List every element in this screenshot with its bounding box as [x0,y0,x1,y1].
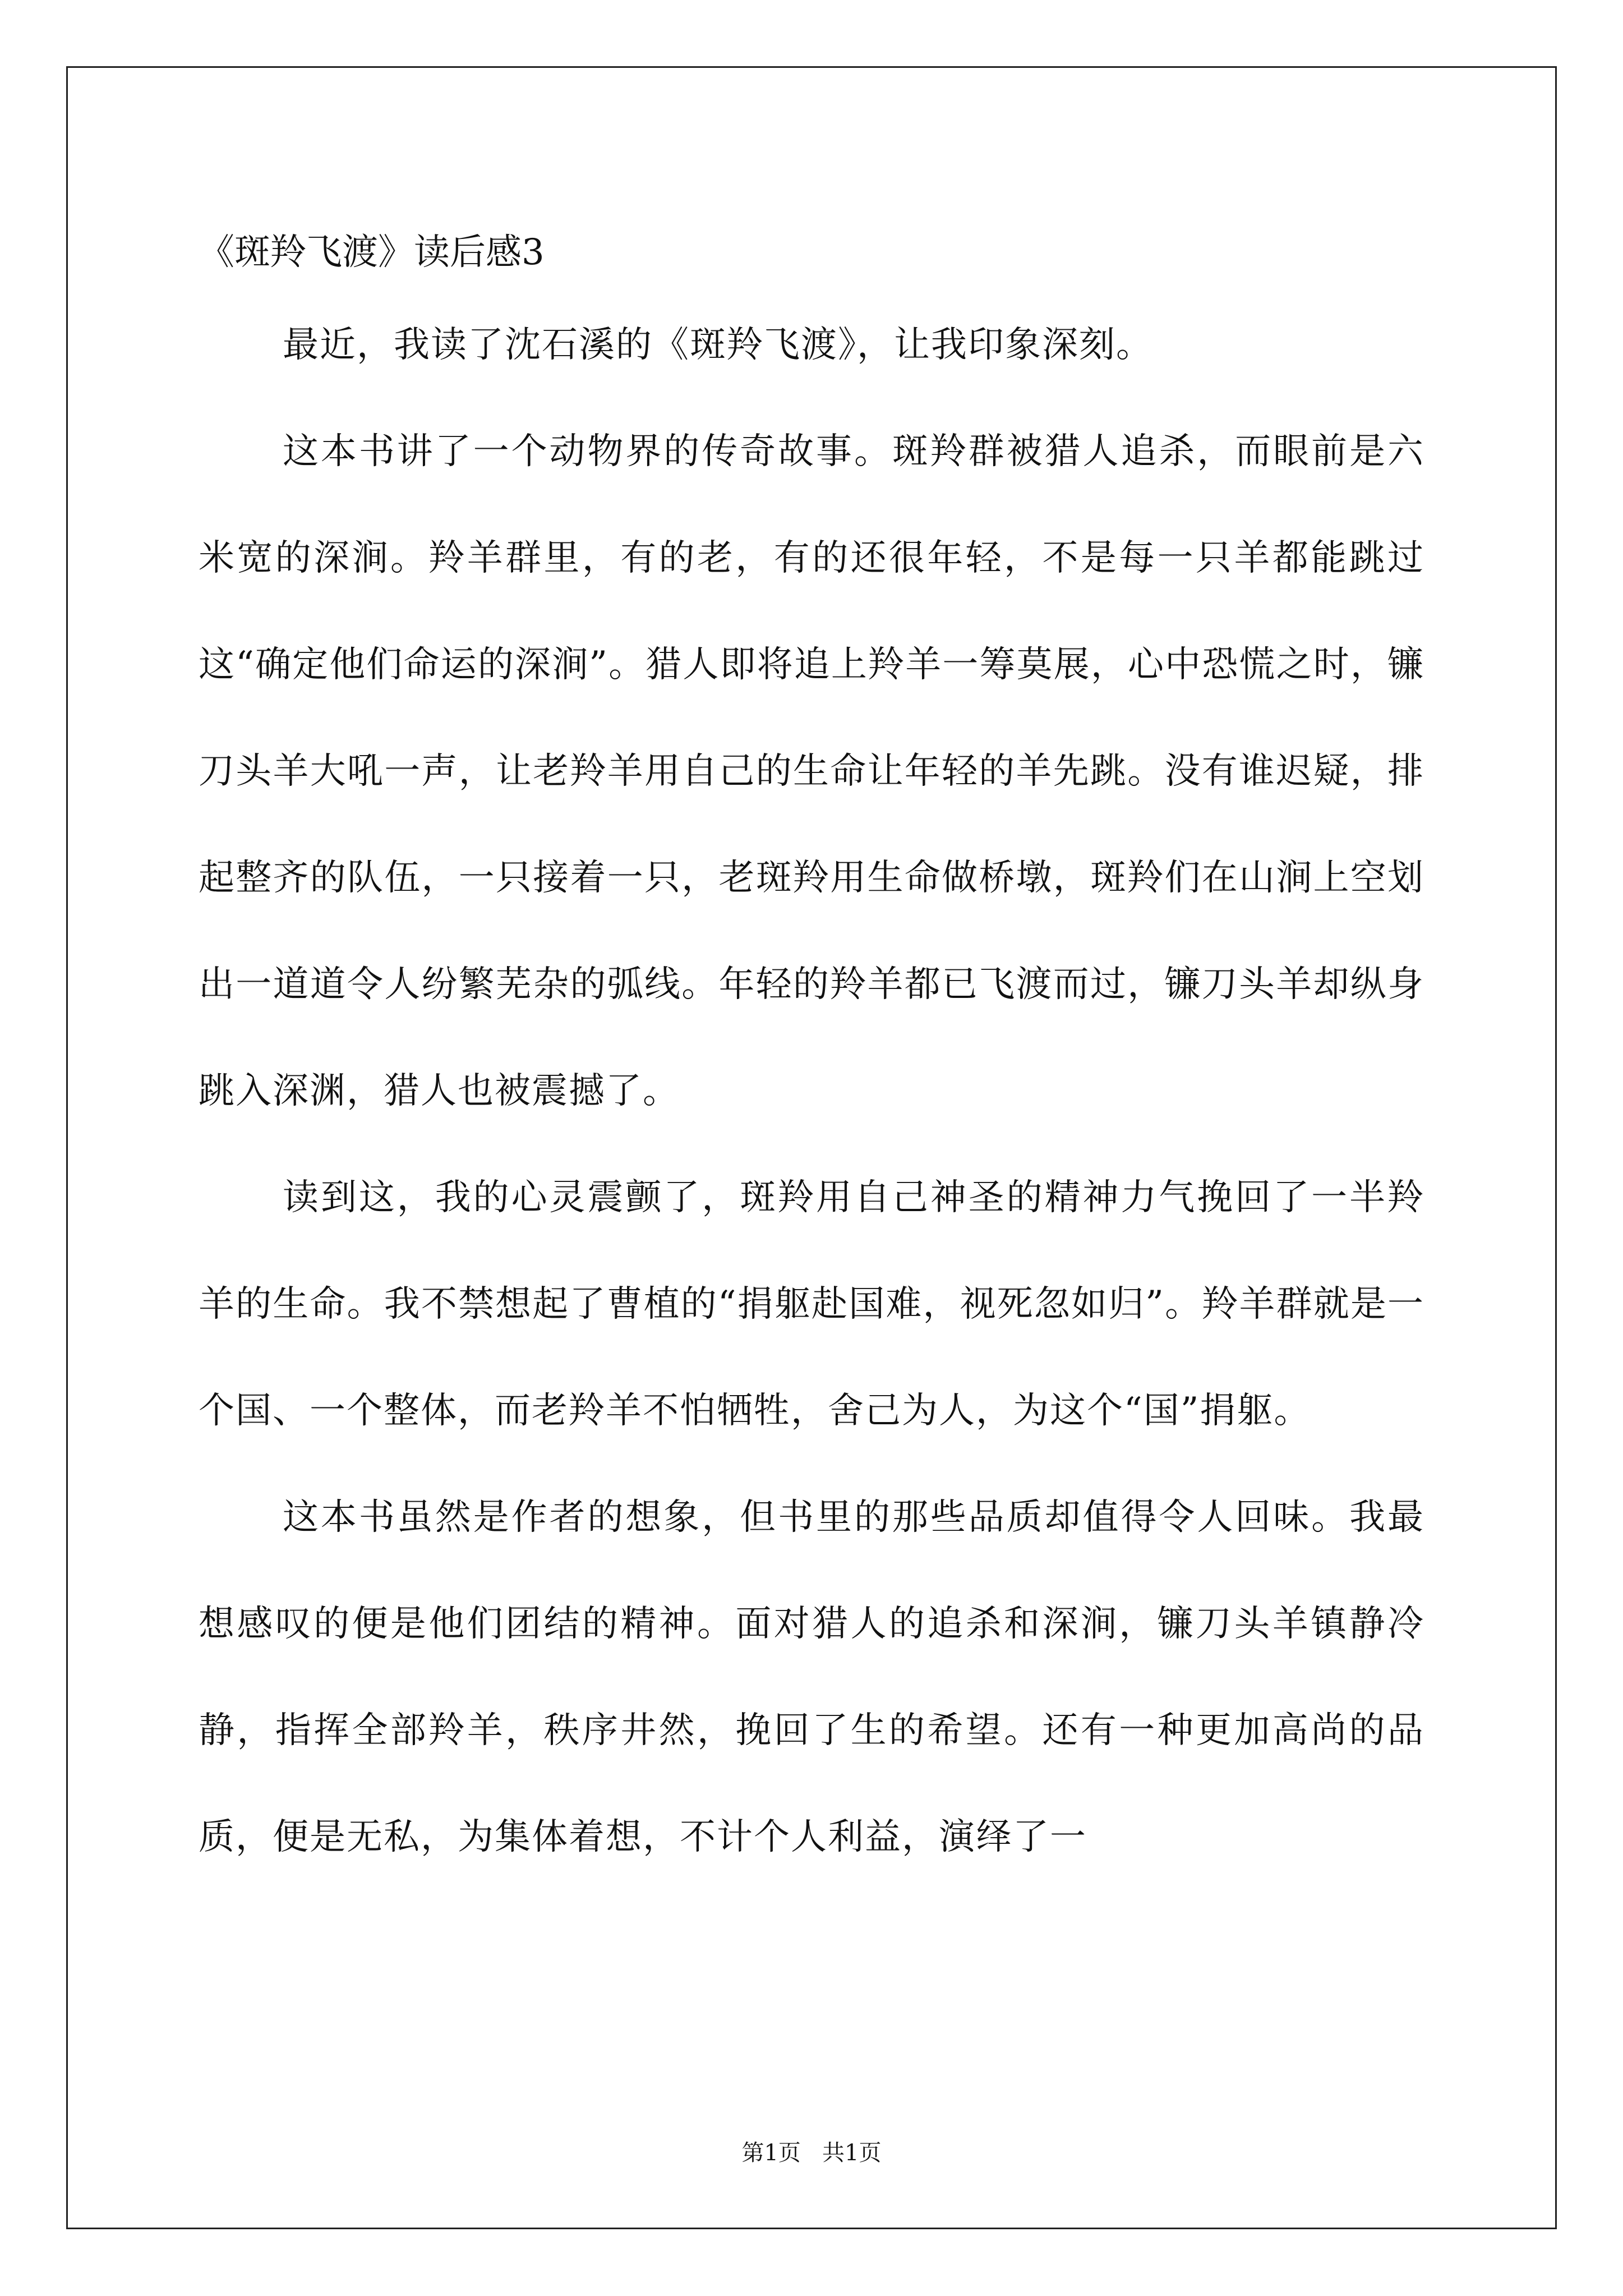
paragraph: 这本书讲了一个动物界的传奇故事。斑羚群被猎人追杀，而眼前是六米宽的深涧。羚羊群里，有的老，有的还很年轻，不是每一只羊都能跳过这“确定他们命运的深涧”。猎人即将追上羚羊一筹莫展，心中恐慌之时，镰刀头羊大吼一声，让老羚羊用自己的生命让年轻的羊先跳。没有谁迟疑，排起整齐的队伍，一只接着一只，老斑羚用生命做桥墩，斑羚们在山涧上空划出一道道令人纷繁芜杂的弧线。年轻的羚羊都已飞渡而过，镰刀头羊却纵身跳入深渊，猎人也被震撼了。 [199,431,1424,1112]
paragraph: 读到这，我的心灵震颤了，斑羚用自己神圣的精神力气挽回了一半羚羊的生命。我不禁想起了曹植的“捐躯赴国难，视死忽如归”。羚羊群就是一个国、一个整体，而老羚羊不怕牺牲，舍己为人，为这个“国”捐躯。 [199,1177,1424,1432]
paragraph: 这本书虽然是作者的想象，但书里的那些品质却值得令人回味。我最想感叹的便是他们团结的精神。面对猎人的追杀和深涧，镰刀头羊镇静冷静，指挥全部羚羊，秩序井然，挽回了生的希望。还有一种更加高尚的品质，便是无私，为集体着想，不计个人利益，演绎了一 [199,1497,1424,1858]
paragraph: 最近，我读了沈石溪的《斑羚飞渡》，让我印象深刻。 [283,324,1153,366]
document-body [199,292,1424,1890]
document-title: 《斑羚飞渡》读后感3 [199,232,545,273]
page-footer: 第1页 共1页 [741,2140,882,2166]
